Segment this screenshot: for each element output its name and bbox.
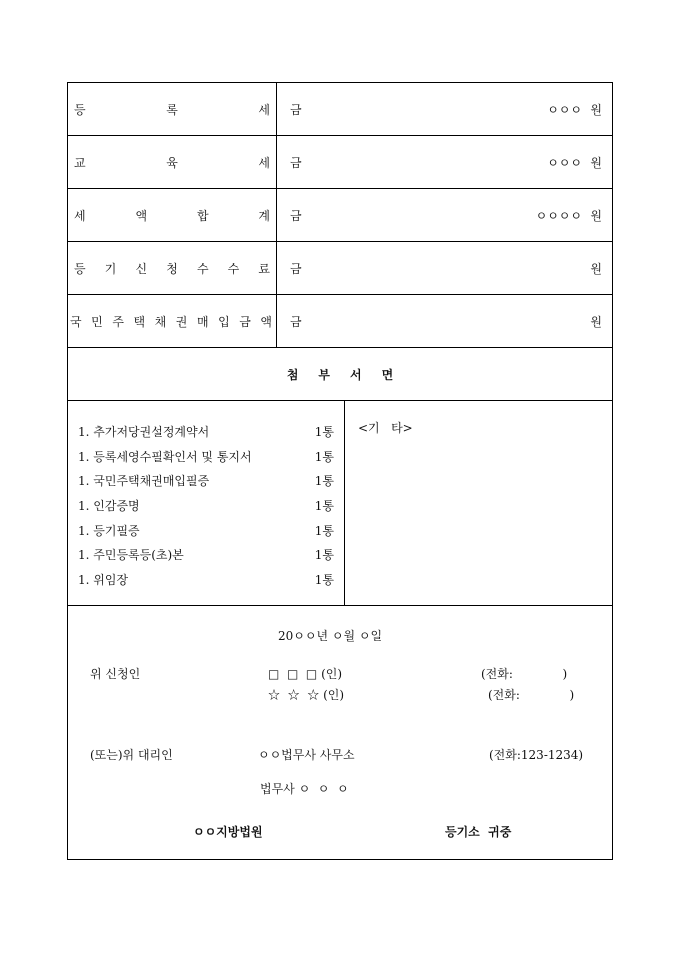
fee-row-application-fee <box>68 242 612 295</box>
amount-prefix: 금 <box>290 155 302 170</box>
amount-prefix: 금 <box>290 261 302 276</box>
attachments-body <box>68 401 612 606</box>
fee-row-tax-total <box>68 189 612 242</box>
column-divider <box>276 136 277 188</box>
fee-row-education-tax <box>68 136 612 189</box>
currency-unit: 원 <box>590 208 602 223</box>
column-divider <box>276 189 277 241</box>
court-name: ㅇㅇ지방법원 <box>193 825 263 839</box>
applicant-2-name: ☆ ☆ ☆ (인) <box>268 688 345 702</box>
currency-unit: 원 <box>590 261 602 276</box>
fee-row-housing-bond <box>68 295 612 348</box>
amount-prefix: 금 <box>290 102 302 117</box>
amount-prefix: 금 <box>290 208 302 223</box>
attachment-list <box>78 419 334 592</box>
applicant-1-phone: (전화: ) <box>481 667 568 681</box>
applicant-2-phone: (전화: ) <box>488 688 575 702</box>
list-item: 1. 추가저당권설정계약서 1통 <box>78 424 334 439</box>
fee-row-registration-tax <box>68 83 612 136</box>
agent-office: ㅇㅇ법무사 사무소 <box>258 748 355 762</box>
currency-unit: 원 <box>590 102 602 117</box>
fee-label: 등 록 세 <box>74 102 270 117</box>
registry-office: 등기소 귀중 <box>445 825 512 839</box>
attachments-header <box>68 348 612 401</box>
list-item: 1. 위임장 1통 <box>78 572 334 587</box>
attachments-title: 첨 부 서 면 <box>286 367 394 382</box>
agent-label: (또는)위 대리인 <box>90 748 173 762</box>
column-divider <box>276 83 277 135</box>
fee-label: 세 액 합 계 <box>74 208 270 223</box>
applicant-1-name: □ □ □ (인) <box>268 667 343 681</box>
application-date: 20ㅇㅇ년 ㅇ월 ㅇ일 <box>278 629 383 643</box>
column-divider <box>276 242 277 294</box>
applicant-label: 위 신청인 <box>90 667 141 681</box>
registration-application-form <box>67 82 613 860</box>
fee-amount: ㅇㅇㅇㅇ <box>535 208 582 223</box>
fee-label: 등 기 신 청 수 수 료 <box>74 261 270 276</box>
list-item: 1. 주민등록등(초)본 1통 <box>78 548 334 563</box>
list-item: 1. 등록세영수필확인서 및 통지서 1통 <box>78 449 334 464</box>
column-divider <box>276 295 277 347</box>
fee-label: 교 육 세 <box>74 155 270 170</box>
column-divider <box>344 401 345 605</box>
list-item: 1. 등기필증 1통 <box>78 523 334 538</box>
fee-amount: ㅇㅇㅇ <box>547 155 582 170</box>
amount-prefix: 금 <box>290 314 302 329</box>
agent-name: 법무사 ㅇ ㅇ ㅇ <box>260 782 349 796</box>
list-item: 1. 인감증명 1통 <box>78 498 334 513</box>
other-attachments-label: <기 타> <box>358 421 413 435</box>
fee-label: 국 민 주 택 채 권 매 입 금 액 <box>70 314 272 329</box>
currency-unit: 원 <box>590 155 602 170</box>
fee-amount: ㅇㅇㅇ <box>547 102 582 117</box>
list-item: 1. 국민주택채권매입필증 1통 <box>78 474 334 489</box>
agent-phone: (전화:123-1234) <box>489 748 584 762</box>
currency-unit: 원 <box>590 314 602 329</box>
